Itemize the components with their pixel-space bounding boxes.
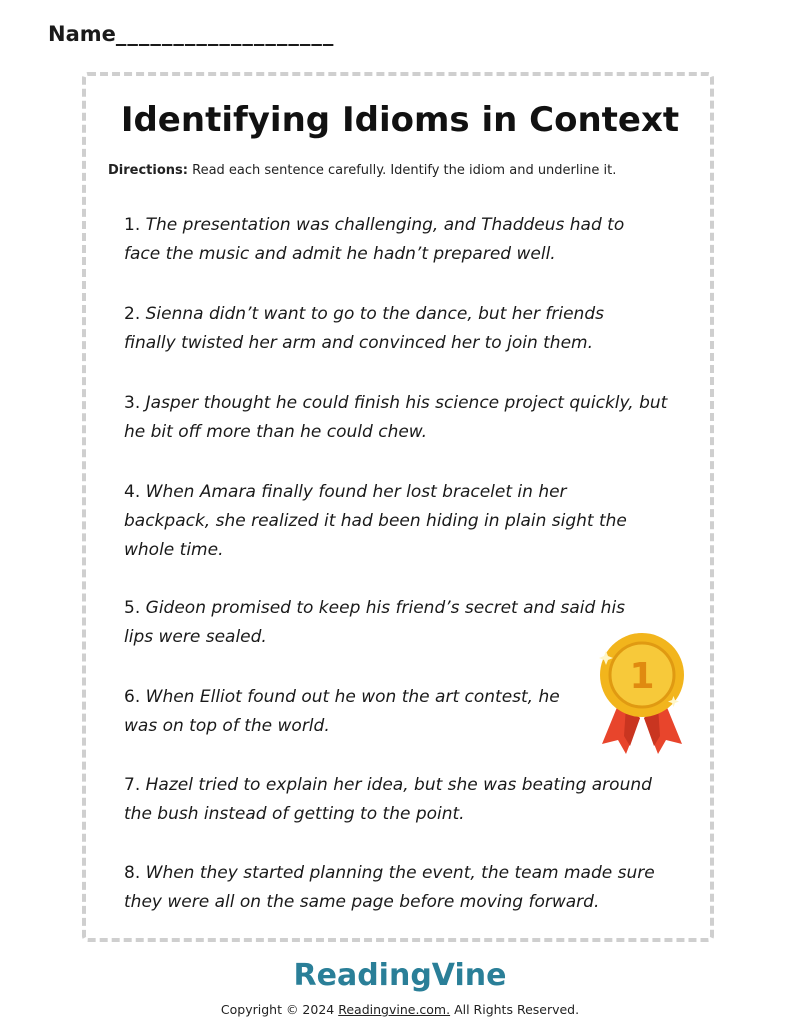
copyright-suffix: All Rights Reserved. <box>450 1002 580 1017</box>
question-text: Jasper thought he could finish his science project quickly, but he bit off more than he could chew. <box>124 393 668 442</box>
question-text: When they started planning the event, the team made sure they were all on the same page before moving forward. <box>124 863 655 912</box>
question-8 <box>124 859 672 917</box>
question-number: 5. <box>124 598 141 618</box>
question-3 <box>124 389 669 447</box>
question-2 <box>124 300 634 358</box>
copyright-footer <box>0 1002 800 1017</box>
copyright-link[interactable]: Readingvine.com. <box>338 1002 451 1017</box>
gold-medal-icon <box>582 630 702 760</box>
question-text: The presentation was challenging, and Thaddeus had to face the music and admit he hadn’t prepared well. <box>124 215 625 264</box>
worksheet-title: Identifying Idioms in Context <box>120 100 680 140</box>
directions-label: Directions: <box>108 163 188 178</box>
question-number: 1. <box>124 215 141 235</box>
question-number: 2. <box>124 304 141 324</box>
question-text: Sienna didn’t want to go to the dance, but her friends finally twisted her arm and convinced her to join them. <box>124 304 604 353</box>
question-text: When Amara finally found her lost bracelet in her backpack, she realized it had been hiding in plain sight the whole time. <box>124 482 627 560</box>
question-text: Gideon promised to keep his friend’s secret and said his lips were sealed. <box>124 598 626 647</box>
medal-number: 1 <box>629 656 655 697</box>
directions-text: Read each sentence carefully. Identify the idiom and underline it. <box>187 163 617 178</box>
question-text: When Elliot found out he won the art contest, he was on top of the world. <box>124 687 560 736</box>
question-7 <box>124 771 672 829</box>
copyright-prefix: Copyright © 2024 <box>220 1002 339 1017</box>
name-field-line <box>48 22 334 46</box>
question-6 <box>124 683 579 741</box>
question-number: 6. <box>124 687 141 707</box>
question-number: 3. <box>124 393 141 413</box>
question-4 <box>124 478 654 565</box>
name-blank: ___________________ <box>115 22 335 46</box>
name-label: Name <box>48 22 116 46</box>
readingvine-logo: ReadingVine <box>293 958 507 993</box>
question-5 <box>124 594 644 652</box>
question-number: 7. <box>124 775 141 795</box>
question-number: 4. <box>124 482 141 502</box>
directions <box>108 163 616 178</box>
question-1 <box>124 211 664 269</box>
question-text: Hazel tried to explain her idea, but she was beating around the bush instead of getting to the point. <box>124 775 652 824</box>
question-number: 8. <box>124 863 141 883</box>
